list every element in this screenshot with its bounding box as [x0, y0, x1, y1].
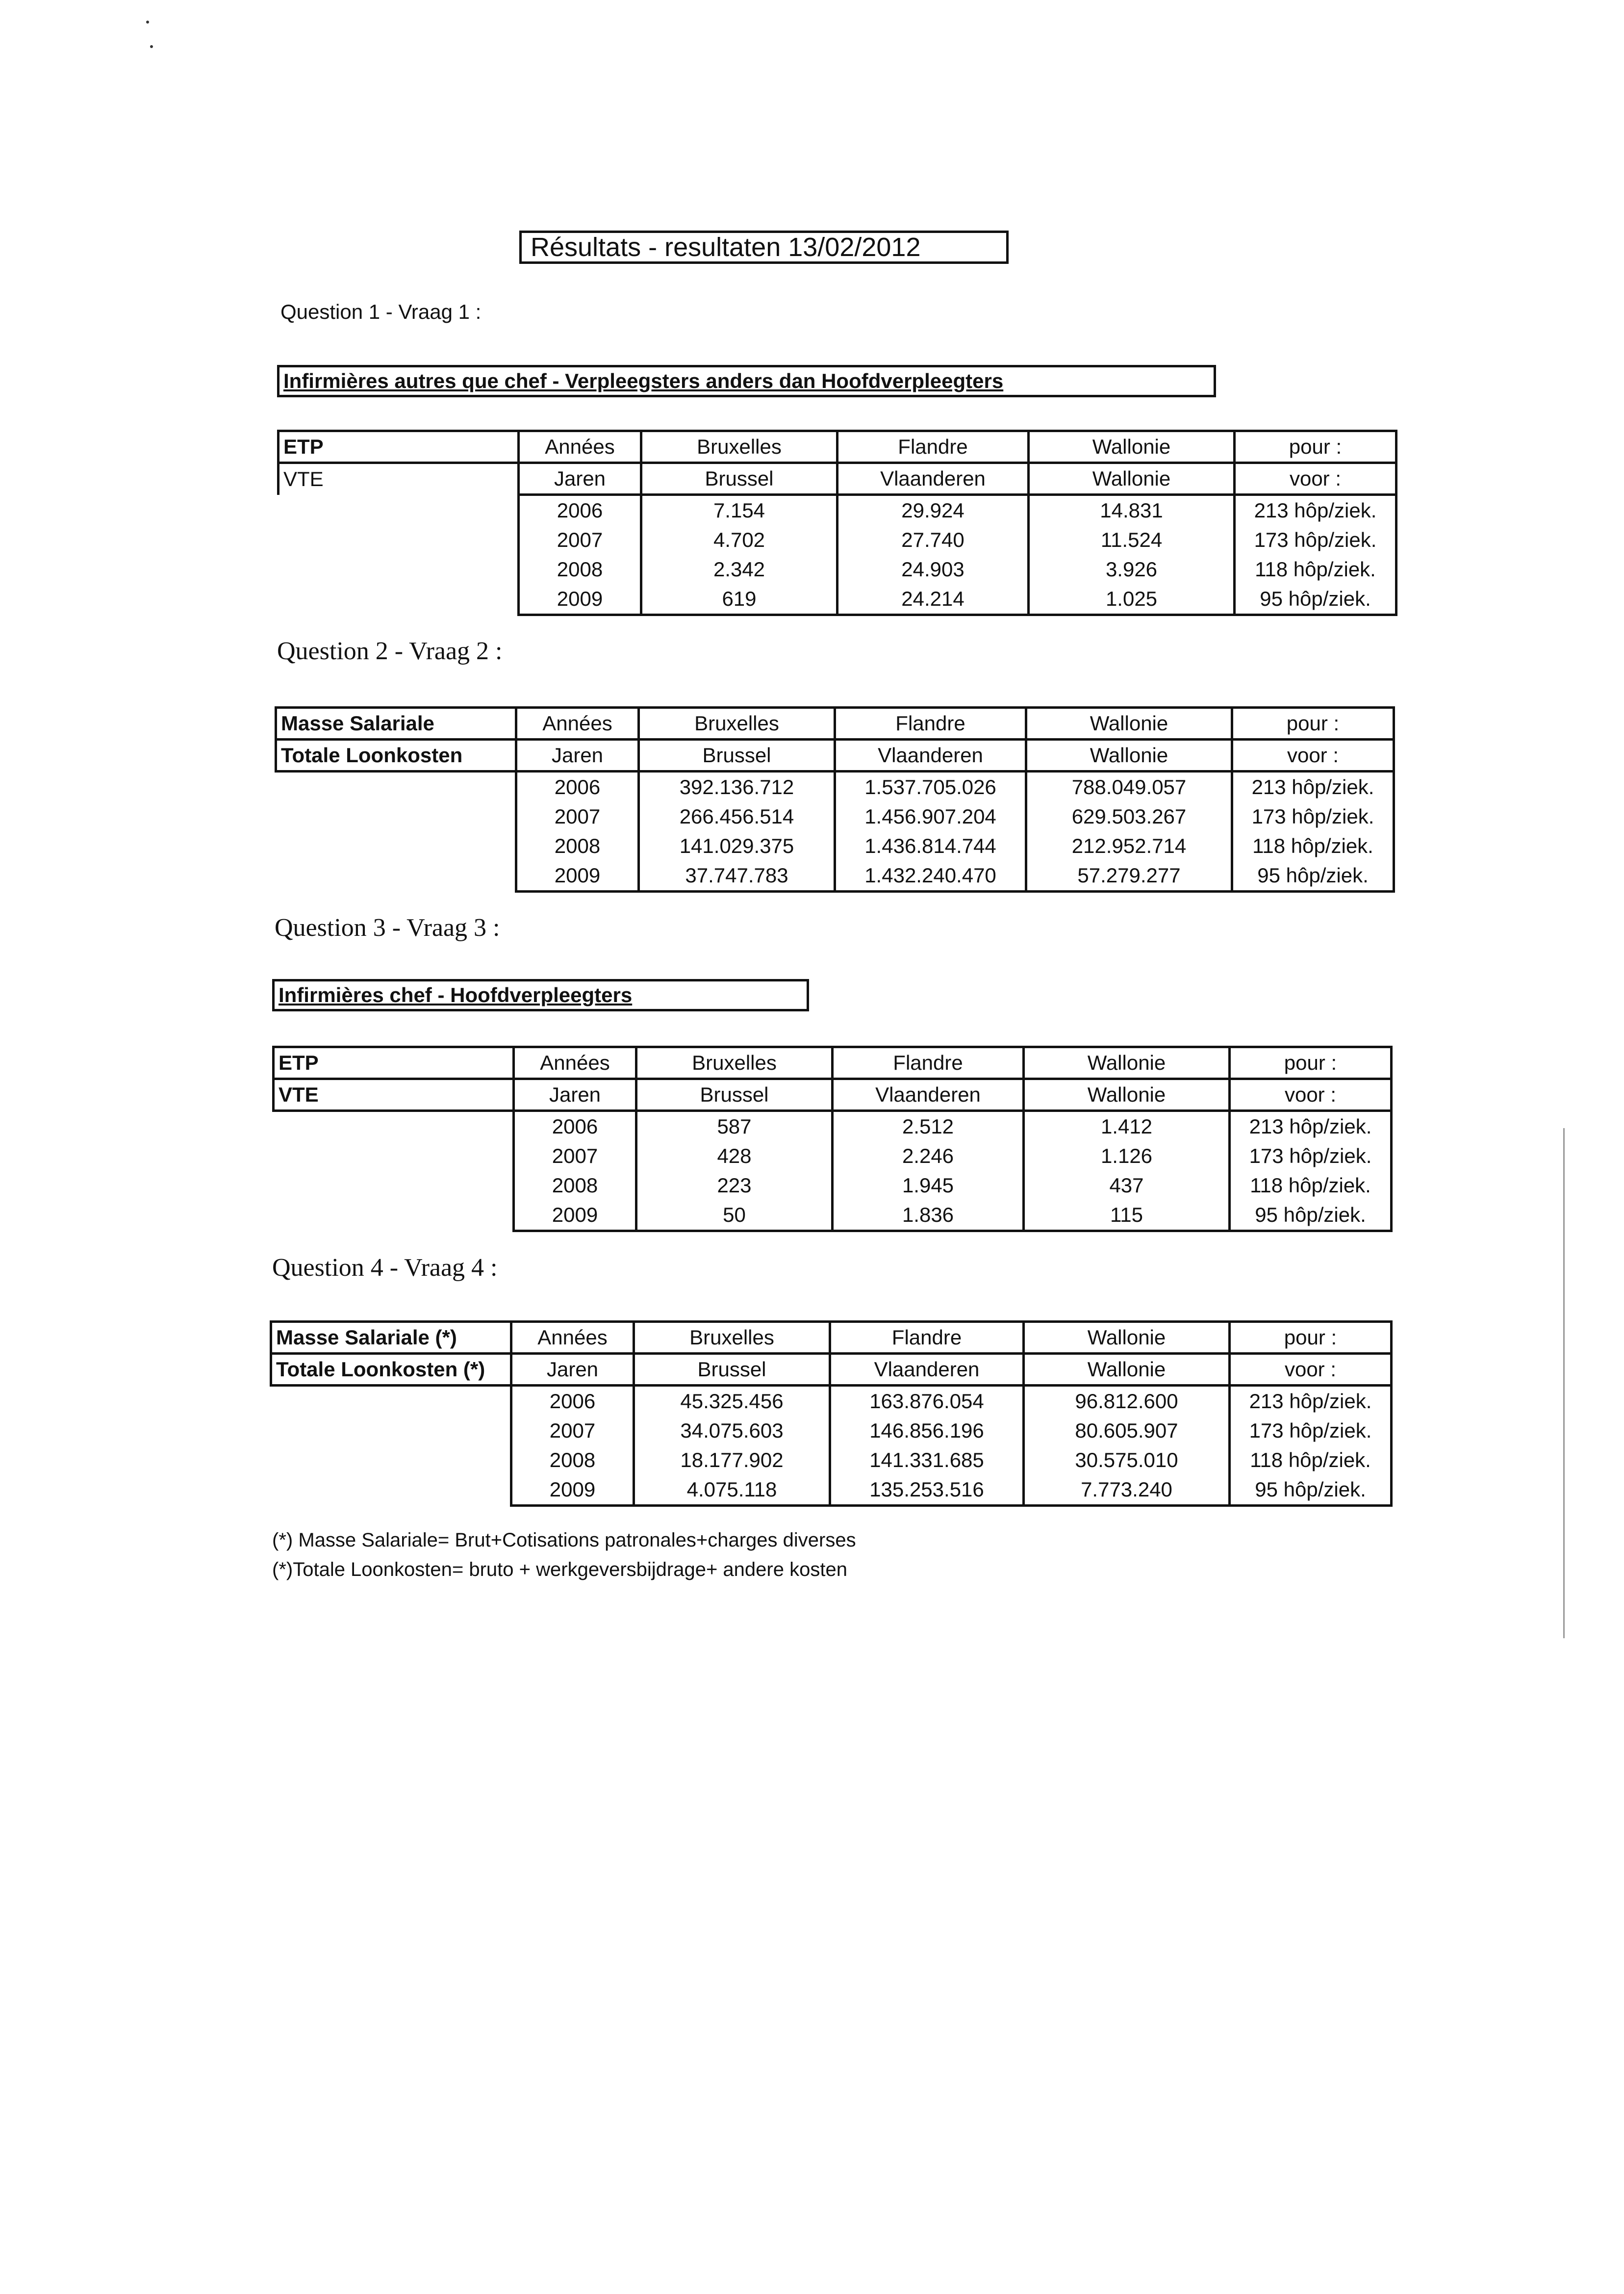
table-row	[276, 831, 1394, 861]
table-cell: 2.342	[641, 555, 837, 584]
table-header-row	[279, 463, 1396, 495]
table-cell: 95 hôp/ziek.	[1230, 1475, 1392, 1506]
table-cell: 2006	[514, 1111, 636, 1142]
table-cell: 11.524	[1029, 525, 1235, 555]
table-cell: 788.049.057	[1026, 772, 1232, 802]
column-header: pour :	[1230, 1322, 1392, 1354]
column-header: Wallonie	[1024, 1322, 1230, 1354]
question-1-label: Question 1 - Vraag 1 :	[280, 300, 482, 323]
table-cell: 2007	[511, 1416, 634, 1445]
column-header: Wallonie	[1024, 1047, 1230, 1079]
table-header-row	[279, 431, 1396, 463]
question-1-table	[277, 430, 1397, 616]
table-header-row	[276, 708, 1394, 740]
table-cell: 96.812.600	[1024, 1386, 1230, 1417]
empty-cell	[279, 584, 519, 615]
table-cell: 115	[1024, 1200, 1230, 1231]
table-cell: 141.331.685	[830, 1445, 1024, 1475]
column-header: voor :	[1230, 1079, 1392, 1111]
table-cell: 14.831	[1029, 495, 1235, 526]
table-cell: 18.177.902	[634, 1445, 830, 1475]
column-header: pour :	[1235, 431, 1396, 463]
table-cell: 587	[636, 1111, 833, 1142]
table-row	[271, 1475, 1392, 1506]
table-cell: 95 hôp/ziek.	[1232, 861, 1394, 892]
table-cell: 1.836	[833, 1200, 1024, 1231]
table-cell: 24.903	[837, 555, 1029, 584]
table-cell: 437	[1024, 1171, 1230, 1200]
table-cell: 45.325.456	[634, 1386, 830, 1417]
column-header: Wallonie	[1029, 431, 1235, 463]
table-cell: 266.456.514	[639, 802, 835, 831]
column-header: Brussel	[634, 1354, 830, 1386]
table-cell: 146.856.196	[830, 1416, 1024, 1445]
table-cell: 27.740	[837, 525, 1029, 555]
empty-cell	[271, 1416, 511, 1445]
table-cell: 80.605.907	[1024, 1416, 1230, 1445]
row-label: VTE	[274, 1079, 514, 1111]
table-cell: 1.432.240.470	[835, 861, 1026, 892]
table-cell: 3.926	[1029, 555, 1235, 584]
table-cell: 118 hôp/ziek.	[1230, 1445, 1392, 1475]
table-cell: 392.136.712	[639, 772, 835, 802]
table-row	[276, 802, 1394, 831]
column-header: Wallonie	[1026, 708, 1232, 740]
table-header-row	[276, 740, 1394, 772]
table-header-row	[271, 1322, 1392, 1354]
column-header: Jaren	[519, 463, 641, 495]
table-cell: 428	[636, 1141, 833, 1171]
column-header: Wallonie	[1026, 740, 1232, 772]
row-label: VTE	[279, 463, 519, 495]
table-cell: 57.279.277	[1026, 861, 1232, 892]
table-cell: 173 hôp/ziek.	[1235, 525, 1396, 555]
table-cell: 30.575.010	[1024, 1445, 1230, 1475]
empty-cell	[271, 1386, 511, 1417]
table-cell: 95 hôp/ziek.	[1235, 584, 1396, 615]
empty-cell	[274, 1171, 514, 1200]
section-title-text: Infirmières autres que chef - Verpleegsters anders dan Hoofdverpleegters	[283, 369, 1004, 392]
column-header: Wallonie	[1029, 463, 1235, 495]
table-cell: 1.412	[1024, 1111, 1230, 1142]
column-header: Bruxelles	[634, 1322, 830, 1354]
table-cell: 223	[636, 1171, 833, 1200]
table-cell: 118 hôp/ziek.	[1235, 555, 1396, 584]
table-cell: 213 hôp/ziek.	[1235, 495, 1396, 526]
table-cell: 1.945	[833, 1171, 1024, 1200]
table-cell: 29.924	[837, 495, 1029, 526]
table-cell: 2007	[514, 1141, 636, 1171]
row-label: ETP	[279, 431, 519, 463]
table-cell: 619	[641, 584, 837, 615]
page-title: Résultats - resultaten 13/02/2012	[519, 231, 1009, 264]
empty-cell	[279, 525, 519, 555]
table-cell: 135.253.516	[830, 1475, 1024, 1506]
table-cell: 2007	[516, 802, 639, 831]
empty-cell	[271, 1475, 511, 1506]
table-cell: 1.456.907.204	[835, 802, 1026, 831]
table-cell: 118 hôp/ziek.	[1232, 831, 1394, 861]
question-3-table	[272, 1046, 1393, 1232]
table-cell: 7.154	[641, 495, 837, 526]
empty-cell	[274, 1111, 514, 1142]
table-cell: 95 hôp/ziek.	[1230, 1200, 1392, 1231]
table-cell: 2008	[516, 831, 639, 861]
table-cell: 212.952.714	[1026, 831, 1232, 861]
table-cell: 1.436.814.744	[835, 831, 1026, 861]
table-cell: 213 hôp/ziek.	[1230, 1386, 1392, 1417]
column-header: Bruxelles	[641, 431, 837, 463]
table-cell: 2006	[516, 772, 639, 802]
table-cell: 173 hôp/ziek.	[1232, 802, 1394, 831]
column-header: Bruxelles	[636, 1047, 833, 1079]
column-header: Vlaanderen	[830, 1354, 1024, 1386]
table-cell: 2007	[519, 525, 641, 555]
table-cell: 24.214	[837, 584, 1029, 615]
table-header-row	[274, 1047, 1392, 1079]
column-header: Flandre	[833, 1047, 1024, 1079]
column-header: Années	[514, 1047, 636, 1079]
column-header: pour :	[1232, 708, 1394, 740]
table-cell: 2009	[511, 1475, 634, 1506]
table-cell: 2009	[514, 1200, 636, 1231]
table-cell: 2.246	[833, 1141, 1024, 1171]
question-2-label: Question 2 - Vraag 2 :	[277, 637, 503, 665]
empty-cell	[276, 831, 516, 861]
table-row	[274, 1141, 1392, 1171]
table-row	[274, 1171, 1392, 1200]
table-cell: 4.075.118	[634, 1475, 830, 1506]
column-header: Flandre	[837, 431, 1029, 463]
table-header-row	[274, 1079, 1392, 1111]
column-header: Années	[519, 431, 641, 463]
table-cell: 173 hôp/ziek.	[1230, 1416, 1392, 1445]
column-header: Années	[511, 1322, 634, 1354]
column-header: Bruxelles	[639, 708, 835, 740]
table-row	[274, 1111, 1392, 1142]
column-header: Brussel	[639, 740, 835, 772]
table-cell: 2.512	[833, 1111, 1024, 1142]
column-header: Flandre	[835, 708, 1026, 740]
scan-speck	[150, 45, 153, 48]
table-cell: 7.773.240	[1024, 1475, 1230, 1506]
table-row	[279, 555, 1396, 584]
column-header: Wallonie	[1024, 1354, 1230, 1386]
empty-cell	[276, 772, 516, 802]
empty-cell	[274, 1141, 514, 1171]
empty-cell	[279, 555, 519, 584]
table-cell: 629.503.267	[1026, 802, 1232, 831]
column-header: Années	[516, 708, 639, 740]
column-header: Brussel	[636, 1079, 833, 1111]
table-row	[271, 1445, 1392, 1475]
table-cell: 141.029.375	[639, 831, 835, 861]
table-cell: 2006	[511, 1386, 634, 1417]
table-row	[276, 772, 1394, 802]
scan-speck	[146, 21, 149, 24]
table-cell: 2008	[511, 1445, 634, 1475]
section-title-text: Infirmières chef - Hoofdverpleegters	[279, 983, 633, 1006]
column-header: Jaren	[511, 1354, 634, 1386]
table-cell: 37.747.783	[639, 861, 835, 892]
empty-cell	[271, 1445, 511, 1475]
row-label: Masse Salariale	[276, 708, 516, 740]
column-header: Brussel	[641, 463, 837, 495]
table-cell: 1.537.705.026	[835, 772, 1026, 802]
table-cell: 1.126	[1024, 1141, 1230, 1171]
question-1-section-title	[277, 365, 1216, 397]
table-row	[274, 1200, 1392, 1231]
empty-cell	[276, 802, 516, 831]
column-header: pour :	[1230, 1047, 1392, 1079]
table-cell: 163.876.054	[830, 1386, 1024, 1417]
table-header-row	[271, 1354, 1392, 1386]
table-cell: 213 hôp/ziek.	[1230, 1111, 1392, 1142]
question-3-section-title	[272, 979, 809, 1011]
column-header: Vlaanderen	[835, 740, 1026, 772]
table-cell: 1.025	[1029, 584, 1235, 615]
table-cell: 2006	[519, 495, 641, 526]
column-header: Jaren	[514, 1079, 636, 1111]
table-cell: 173 hôp/ziek.	[1230, 1141, 1392, 1171]
table-row	[271, 1386, 1392, 1417]
column-header: voor :	[1232, 740, 1394, 772]
table-row	[276, 861, 1394, 892]
table-row	[279, 525, 1396, 555]
footnote-1: (*) Masse Salariale= Brut+Cotisations patronales+charges diverses	[272, 1529, 856, 1551]
question-2-table	[275, 706, 1395, 893]
empty-cell	[279, 495, 519, 526]
table-cell: 213 hôp/ziek.	[1232, 772, 1394, 802]
question-3-label: Question 3 - Vraag 3 :	[275, 914, 500, 942]
column-header: Flandre	[830, 1322, 1024, 1354]
column-header: voor :	[1230, 1354, 1392, 1386]
row-label: Totale Loonkosten	[276, 740, 516, 772]
column-header: Vlaanderen	[833, 1079, 1024, 1111]
footnote-2: (*)Totale Loonkosten= bruto + werkgeversbijdrage+ andere kosten	[272, 1559, 847, 1580]
column-header: Wallonie	[1024, 1079, 1230, 1111]
table-cell: 2009	[516, 861, 639, 892]
table-cell: 2008	[519, 555, 641, 584]
table-cell: 2008	[514, 1171, 636, 1200]
table-row	[279, 584, 1396, 615]
row-label: Totale Loonkosten (*)	[271, 1354, 511, 1386]
scan-margin-line	[1563, 1128, 1565, 1638]
table-cell: 118 hôp/ziek.	[1230, 1171, 1392, 1200]
question-4-table	[270, 1320, 1393, 1507]
empty-cell	[276, 861, 516, 892]
table-cell: 4.702	[641, 525, 837, 555]
column-header: voor :	[1235, 463, 1396, 495]
column-header: Jaren	[516, 740, 639, 772]
table-cell: 2009	[519, 584, 641, 615]
table-row	[271, 1416, 1392, 1445]
empty-cell	[274, 1200, 514, 1231]
row-label: ETP	[274, 1047, 514, 1079]
table-row	[279, 495, 1396, 526]
table-cell: 50	[636, 1200, 833, 1231]
question-4-label: Question 4 - Vraag 4 :	[272, 1254, 498, 1282]
column-header: Vlaanderen	[837, 463, 1029, 495]
row-label: Masse Salariale (*)	[271, 1322, 511, 1354]
table-cell: 34.075.603	[634, 1416, 830, 1445]
